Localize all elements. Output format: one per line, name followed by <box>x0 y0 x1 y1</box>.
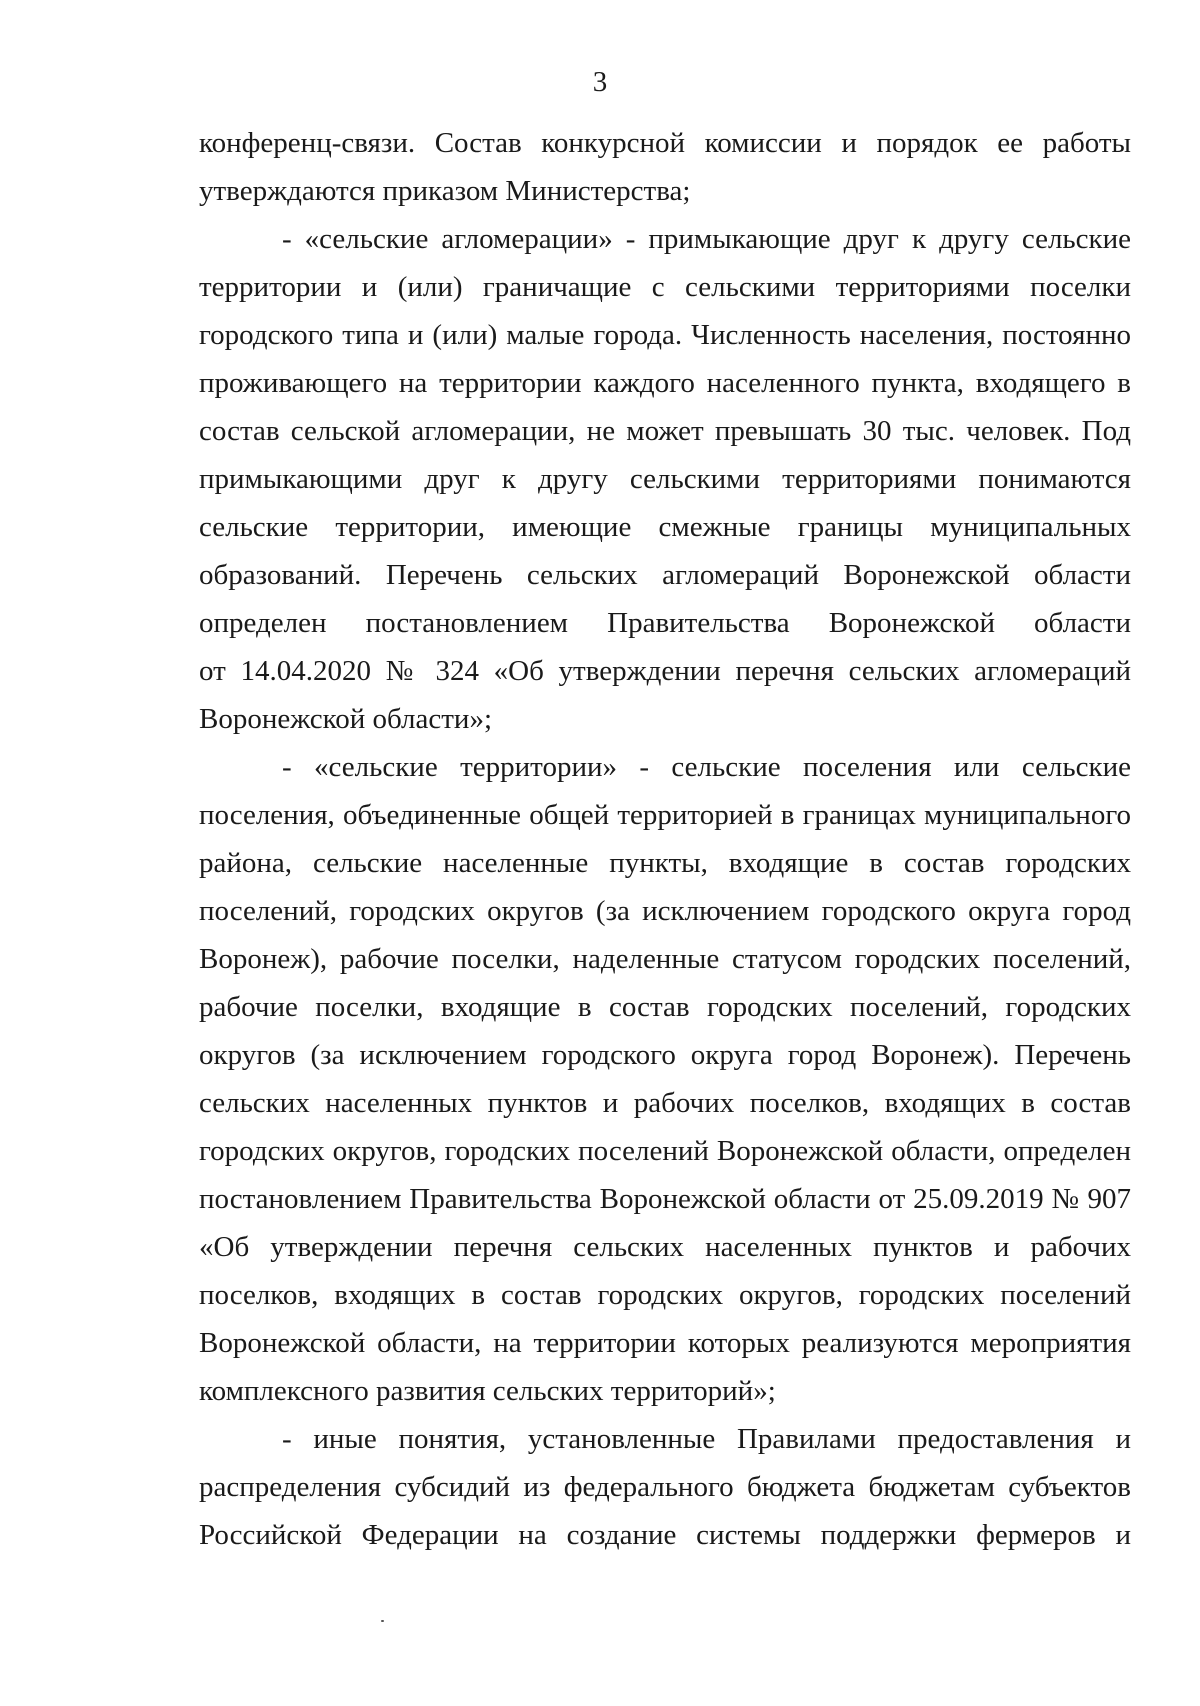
text-line: Воронежской области»; <box>199 703 493 735</box>
text-line: состав сельской агломерации, не может превышать 30 тыс. человек. Под <box>199 415 1131 447</box>
paragraph-first-line: - «сельские территории» - сельские поселения или сельские <box>282 751 1131 783</box>
page-number: 3 <box>592 66 608 98</box>
text-line: конференц-связи. Состав конкурсной комиссии и порядок ее работы <box>199 127 1131 159</box>
text-line: района, сельские населенные пункты, входящие в состав городских <box>199 847 1131 879</box>
text-line: округов (за исключением городского округа город Воронеж). Перечень <box>199 1039 1131 1071</box>
scan-artifact-dot <box>381 1620 384 1622</box>
text-line: городских округов, городских поселений Воронежской области, определен <box>199 1135 1131 1167</box>
paragraph-first-line: - «сельские агломерации» - примыкающие друг к другу сельские <box>282 223 1131 255</box>
text-line: распределения субсидий из федерального бюджета бюджетам субъектов <box>199 1471 1131 1503</box>
text-line: определен постановлением Правительства Воронежской области <box>199 607 1131 639</box>
text-line: образований. Перечень сельских агломераций Воронежской области <box>199 559 1131 591</box>
text-line: территории и (или) граничащие с сельскими территориями поселки <box>199 271 1131 303</box>
text-line: городского типа и (или) малые города. Численность населения, постоянно <box>199 319 1131 351</box>
text-line: Воронежской области, на территории которых реализуются мероприятия <box>199 1327 1131 1359</box>
paragraph-first-line: - иные понятия, установленные Правилами предоставления и <box>282 1423 1131 1455</box>
text-line: от 14.04.2020 № 324 «Об утверждении перечня сельских агломераций <box>199 655 1131 687</box>
text-line: рабочие поселки, входящие в состав городских поселений, городских <box>199 991 1131 1023</box>
text-line: сельских населенных пунктов и рабочих поселков, входящих в состав <box>199 1087 1131 1119</box>
text-line: постановлением Правительства Воронежской области от 25.09.2019 № 907 <box>199 1183 1131 1215</box>
document-body <box>199 119 1131 1559</box>
text-line: Воронеж), рабочие поселки, наделенные статусом городских поселений, <box>199 943 1131 975</box>
text-line: примыкающими друг к другу сельскими территориями понимаются <box>199 463 1131 495</box>
text-line: «Об утверждении перечня сельских населенных пунктов и рабочих <box>199 1231 1131 1263</box>
text-line: сельские территории, имеющие смежные границы муниципальных <box>199 511 1131 543</box>
text-line: проживающего на территории каждого населенного пункта, входящего в <box>199 367 1131 399</box>
text-line: поселений, городских округов (за исключением городского округа город <box>199 895 1131 927</box>
text-line: Российской Федерации на создание системы поддержки фермеров и <box>199 1519 1131 1551</box>
text-line: утверждаются приказом Министерства; <box>199 175 691 207</box>
text-line: поселков, входящих в состав городских округов, городских поселений <box>199 1279 1131 1311</box>
text-line: комплексного развития сельских территорий»; <box>199 1375 776 1407</box>
text-line: поселения, объединенные общей территорией в границах муниципального <box>199 799 1131 831</box>
